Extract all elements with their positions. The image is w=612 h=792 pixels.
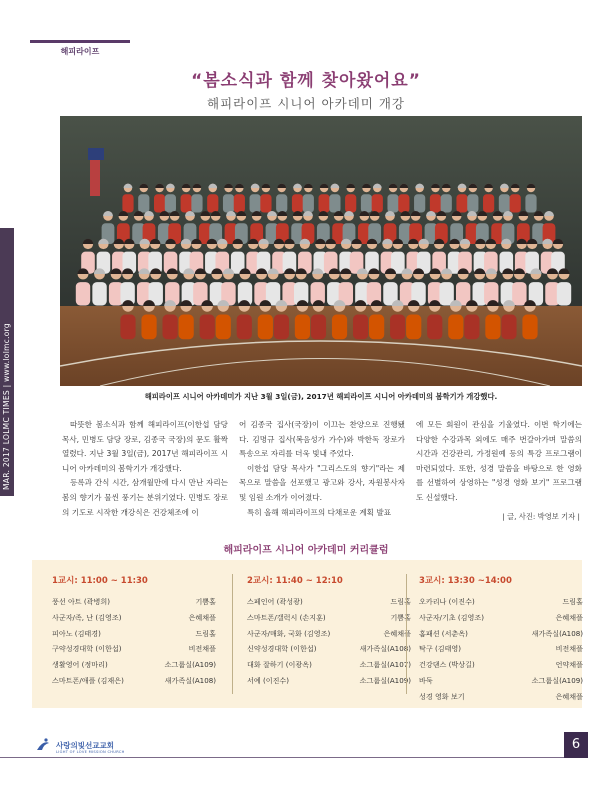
page-number: 6: [564, 732, 588, 758]
side-label: MAR. 2017 LOLMC TIMES | www.lolmc.org: [2, 323, 11, 490]
course-name: 탁구 (김태영): [419, 644, 462, 654]
course-row: [247, 626, 411, 642]
group-photo-image: [60, 116, 582, 386]
course-room: 새가족실(A108): [359, 644, 411, 654]
course-room: 기쁨홀: [390, 612, 411, 622]
article-title: “봄소식과 함께 찾아왔어요”: [191, 71, 421, 91]
course-room: 은혜채플: [555, 691, 583, 701]
course-row: [247, 673, 411, 689]
course-row: [52, 610, 216, 626]
course-name: 성경 영화 보기: [419, 691, 465, 701]
course-room: 새가족실(A108): [164, 675, 216, 685]
course-name: 스페인어 (곽성광): [247, 597, 303, 606]
course-row: [247, 657, 411, 673]
course-row: [52, 626, 216, 642]
session-3: [406, 574, 583, 701]
course-room: 소그룹실(A109): [164, 660, 216, 670]
section-tag-bar: [30, 40, 130, 43]
course-row: [419, 626, 583, 642]
article-credit: | 글, 사진: 박영보 기자 |: [502, 512, 580, 521]
course-name: 사군자/기초 (김영조): [419, 612, 484, 622]
course-row: [419, 689, 583, 705]
course-room: 소그룹실(A109): [531, 675, 583, 685]
course-room: 비전채플: [188, 644, 216, 654]
paragraph: 이한섭 담당 목사가 "그리스도의 향기"라는 제목으로 말씀을 선포했고 광고와 강사, 자원봉사자 및 임원 소개가 이어졌다.: [239, 463, 405, 502]
session-1: [52, 574, 216, 694]
session-heading: 2교시: 11:40 ~ 12:10: [247, 576, 343, 586]
session-rows: [247, 594, 411, 689]
course-row: [419, 657, 583, 673]
curriculum-title: 해피라이프 시니어 아카데미 커리큘럼: [223, 545, 389, 556]
course-room: 언약채플: [555, 660, 583, 670]
curriculum-box: [32, 560, 582, 708]
course-room: 기쁨홀: [195, 597, 216, 606]
course-room: 은혜채플: [188, 612, 216, 622]
paragraph: 에 모든 회원이 관심을 기울였다. 이번 학기에는 다양한 수강과목 외에도 매주 번갈아가며 말씀의 시간과 건강관리, 가정원예 등의 특강 프로그램이 마련되었다. 또한, 성경 말씀을 바탕으로 한 영화를 선별하여 상영하는 "성경 영화 보기" 프로그램도 신설했다.: [416, 420, 582, 502]
course-name: 대화 잘하기 (이광옥): [247, 660, 312, 670]
course-room: 은혜채플: [555, 612, 583, 622]
church-name-english: LIGHT OF LOVE MISSION CHURCH: [56, 750, 125, 754]
church-logo-icon: [35, 737, 51, 753]
course-name: 홈패션 (서춘옥): [419, 628, 468, 638]
course-room: 새가족실(A108): [531, 628, 583, 638]
footer-divider: [0, 757, 564, 758]
side-band: [0, 228, 14, 496]
course-room: 소그룹실(A107): [359, 660, 411, 670]
course-row: [247, 641, 411, 657]
course-row: [52, 657, 216, 673]
course-room: 드림홀: [390, 597, 411, 606]
paragraph: 따뜻한 봄소식과 함께 해피라이프(이한섭 담당 목사, 민병도 담당 장로, 김종국 국장)의 문도 활짝 열렸다. 지난 3월 3일(금), 2017년 해피라이프 시니어 아카데미의 봄학기가 개강했다.: [62, 420, 228, 473]
course-row: [247, 610, 411, 626]
session-rows: [52, 594, 216, 689]
course-name: 피아노 (김태경): [52, 628, 101, 638]
session-rows: [419, 594, 583, 705]
course-name: 오카리나 (이진수): [419, 597, 475, 606]
paragraph: 어 김종국 집사(국장)이 이끄는 찬양으로 진행됐다. 김명규 집사(복음성가 가수)와 박한독 장로가 특송으로 자리를 더욱 빛내 주었다.: [239, 420, 405, 459]
course-row: [247, 594, 411, 610]
course-row: [419, 610, 583, 626]
course-name: 스마트폰/애플 (김재은): [52, 675, 124, 685]
course-name: 스마트폰/갤럭시 (손지훈): [247, 612, 326, 622]
course-room: 드림홀: [195, 628, 216, 638]
section-tag: [30, 40, 130, 57]
course-room: 드림홀: [562, 597, 583, 606]
paragraph: 등록과 간식 시간, 삼개월만에 다시 만난 자리는 봄의 향기가 물씬 풍기는 분위기였다. 민병도 장로의 기도로 시작한 개강식은 건강체조에 이: [62, 478, 228, 517]
photo-caption: 해피라이프 시니어 아카데미가 지난 3월 3일(금), 2017년 해피라이프 시니어 아카데미의 봄학기가 개강했다.: [144, 392, 498, 401]
course-name: 건강댄스 (박상길): [419, 660, 475, 670]
course-name: 사군자/매화, 국화 (김영조): [247, 628, 331, 638]
course-row: [52, 641, 216, 657]
church-name: 사랑의빛선교교회: [56, 741, 114, 750]
article-column-1: [62, 418, 228, 520]
course-row: [419, 641, 583, 657]
group-photo: [60, 116, 582, 386]
article-column-3: [416, 418, 582, 506]
session-heading: 1교시: 11:00 ~ 11:30: [52, 576, 148, 586]
article-column-2: [239, 418, 405, 520]
course-row: [419, 673, 583, 689]
course-name: 구약성경대학 (이한섭): [52, 644, 122, 654]
course-row: [419, 594, 583, 610]
section-label: 해피라이프: [60, 47, 100, 56]
course-name: 사군자/족, 난 (김영조): [52, 612, 122, 622]
course-name: 서예 (이진수): [247, 675, 290, 685]
course-room: 소그룹실(A109): [359, 675, 411, 685]
paragraph: 특히 올해 해피라이프의 다채로운 계획 발표: [247, 507, 392, 517]
course-name: 바둑: [419, 675, 433, 685]
course-room: 은혜채플: [383, 628, 411, 638]
course-name: 신약성경대학 (이한섭): [247, 644, 317, 654]
course-row: [52, 594, 216, 610]
course-name: 생활영어 (정마리): [52, 660, 108, 670]
article-subtitle: 해피라이프 시니어 아카데미 개강: [207, 96, 405, 111]
course-name: 풍선 아트 (곽병희): [52, 597, 111, 606]
course-row: [52, 673, 216, 689]
session-2: [232, 574, 411, 694]
course-room: 비전채플: [555, 644, 583, 654]
session-heading: 3교시: 13:30 ~14:00: [419, 576, 512, 586]
